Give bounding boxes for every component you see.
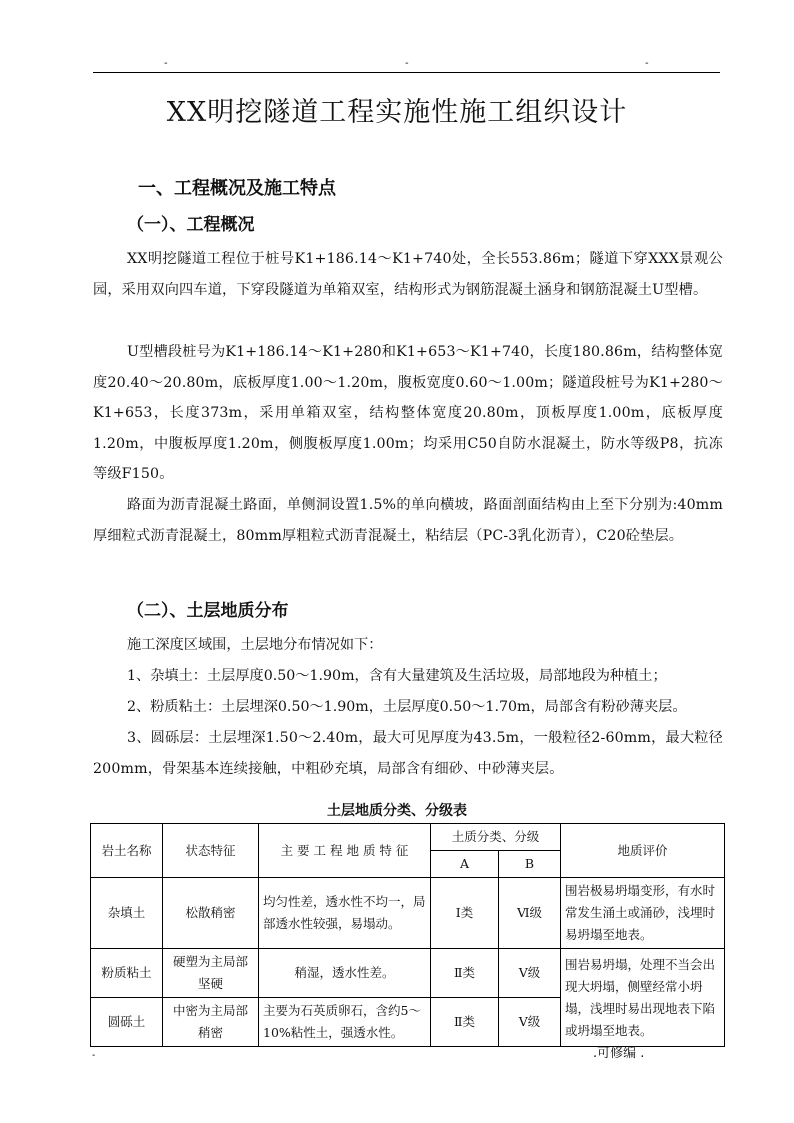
table-header-row bbox=[91, 824, 725, 851]
table-cell: Ⅱ类 bbox=[431, 998, 499, 1047]
table-cell: Ⅴ级 bbox=[499, 949, 561, 998]
header-cell: 地质评价 bbox=[561, 824, 725, 878]
table-cell: 围岩极易坍塌变形，有水时常发生涌土或涌砂，浅埋时易坍塌至地表。 bbox=[561, 878, 725, 949]
header-mark: - bbox=[405, 58, 409, 69]
list-item: 1、杂填土：土层厚度0.50～1.90m，含有大量建筑及生活垃圾，局部地段为种植土； bbox=[127, 668, 667, 684]
table-cell: 松散稍密 bbox=[163, 878, 259, 949]
paragraph: XX明挖隧道工程位于桩号K1+186.14～K1+740处，全长553.86m；隧道下穿XXX景观公园，采用双向四车道，下穿段隧道为单箱双室，结构形式为钢筋混凝土涵身和钢筋混凝土U型槽。 bbox=[93, 251, 723, 298]
table-cell: Ⅰ类 bbox=[431, 878, 499, 949]
table-cell: 中密为主局部稍密 bbox=[163, 998, 259, 1047]
table-cell: 杂填土 bbox=[91, 878, 163, 949]
header-cell: 岩土名称 bbox=[91, 824, 163, 878]
paragraph: U型槽段桩号为K1+186.14～K1+280和K1+653～K1+740，长度180.86m，结构整体宽度20.40～20.80m，底板厚度1.00～1.20m，腹板宽度0.60～1.00m；隧道段桩号为K1+280～K1+653，长度373m，采用单箱双室，结构整体宽度20.80m，顶板厚度1.00m，底板厚度1.20m，中腹板厚度1.20m，侧腹板厚度1.00m；均采用C50自防水混凝土，防水等级P8，抗冻等级F150。 bbox=[93, 344, 723, 482]
paragraph: 施工深度区域围，土层地分布情况如下： bbox=[127, 637, 383, 653]
subsection-heading: （二）、土层地质分布 bbox=[127, 601, 289, 621]
table-cell: 围岩易坍塌，处理不当会出现大坍塌，侧壁经常小坍塌，浅埋时易出现地表下陷或坍塌至地表。 bbox=[561, 949, 725, 1047]
table-row bbox=[91, 949, 725, 998]
table-cell: 稍湿，透水性差。 bbox=[259, 949, 431, 998]
header-cell: 主 要 工 程 地 质 特 征 bbox=[259, 824, 431, 878]
table-cell: Ⅵ级 bbox=[499, 878, 561, 949]
footer-text: .可修编 . bbox=[593, 1046, 645, 1061]
table-row bbox=[91, 878, 725, 949]
list-item: 3、圆砾层：土层埋深1.50～2.40m，最大可见厚度为43.5m，一般粒径2-60mm，最大粒径200mm，骨架基本连续接触，中粗砂充填，局部含有细砂、中砂薄夹层。 bbox=[93, 730, 723, 777]
header-mark: - bbox=[164, 58, 168, 69]
header-mark: - bbox=[645, 58, 649, 69]
section-heading: 一、工程概况及施工特点 bbox=[138, 178, 336, 199]
footer-mark: - bbox=[92, 1050, 96, 1061]
subsection-heading: （一）、工程概况 bbox=[127, 215, 255, 235]
list-item: 2、粉质粘土：土层埋深0.50～1.90m，土层厚度0.50～1.70m，局部含有粉砂薄夹层。 bbox=[127, 699, 687, 715]
header-cell: 状态特征 bbox=[163, 824, 259, 878]
table-cell: Ⅱ类 bbox=[431, 949, 499, 998]
table-cell: 均匀性差，透水性不均一，局部透水性较强，易塌动。 bbox=[259, 878, 431, 949]
paragraph: 路面为沥青混凝土路面，单侧洞设置1.5%的单向横坡，路面剖面结构由上至下分别为:40mm厚细粒式沥青混凝土，80mm厚粗粒式沥青混凝土，粘结层（PC-3乳化沥青），C20砼垫层。 bbox=[93, 497, 723, 544]
table-cell: 圆砾土 bbox=[91, 998, 163, 1047]
geology-table bbox=[90, 823, 725, 1047]
header-rule bbox=[93, 72, 720, 73]
header-cell: B bbox=[499, 851, 561, 878]
document-title: XX明挖隧道工程实施性施工组织设计 bbox=[166, 97, 628, 128]
table-cell: Ⅴ级 bbox=[499, 998, 561, 1047]
table-cell: 主要为石英质卵石，含约5～10%粘性土，强透水性。 bbox=[259, 998, 431, 1047]
table-caption: 土层地质分类、分级表 bbox=[327, 803, 467, 819]
header-cell: 土质分类、分级 bbox=[431, 824, 561, 851]
table-cell: 粉质粘土 bbox=[91, 949, 163, 998]
table-cell: 硬塑为主局部坚硬 bbox=[163, 949, 259, 998]
header-cell: A bbox=[431, 851, 499, 878]
